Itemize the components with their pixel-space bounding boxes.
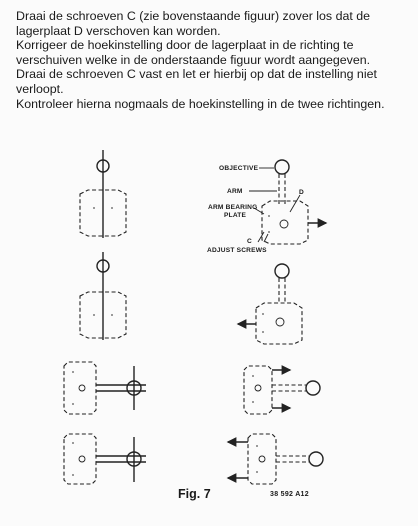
instruction-paragraph-3: Draai de schroeven C vast en let er hierbij op dat de instelling niet verloopt. (16, 67, 377, 96)
figure-bottom-right (228, 434, 323, 484)
instruction-paragraph-4: Kontroleer hierna nogmaals de hoekinstelling in de twee richtingen. (16, 96, 385, 111)
label-arm: ARM (227, 188, 243, 195)
label-adjust-screws: ADJUST SCREWS (207, 247, 267, 254)
label-d: D (299, 189, 304, 196)
figure-caption: Fig. 7 (178, 487, 211, 501)
figure-code: 38 592 A12 (270, 491, 309, 498)
label-arm-bearing: ARM BEARING (208, 204, 258, 211)
figure-lower-left (64, 362, 146, 414)
figure-labels (207, 165, 304, 254)
label-objective: OBJECTIVE (219, 165, 259, 172)
figure-middle-left (80, 252, 126, 340)
label-c: C (247, 238, 252, 245)
figure-bottom-left (64, 434, 146, 484)
figure-middle-right (238, 264, 302, 344)
instruction-paragraph-2: Korrigeer de hoekinstelling door de lagerplaat in de richting te verschuiven welke in de onderstaande figuur wordt aangegeven. (16, 38, 371, 67)
figure-top-right-labelled (249, 160, 326, 244)
label-plate: PLATE (224, 212, 247, 219)
figure-top-left (80, 150, 126, 238)
instruction-paragraph-1: Draai de schroeven C (zie bovenstaande figuur) zover los dat de lagerplaat D verschoven kan worden. (16, 9, 371, 38)
figure-lower-right (244, 366, 320, 414)
